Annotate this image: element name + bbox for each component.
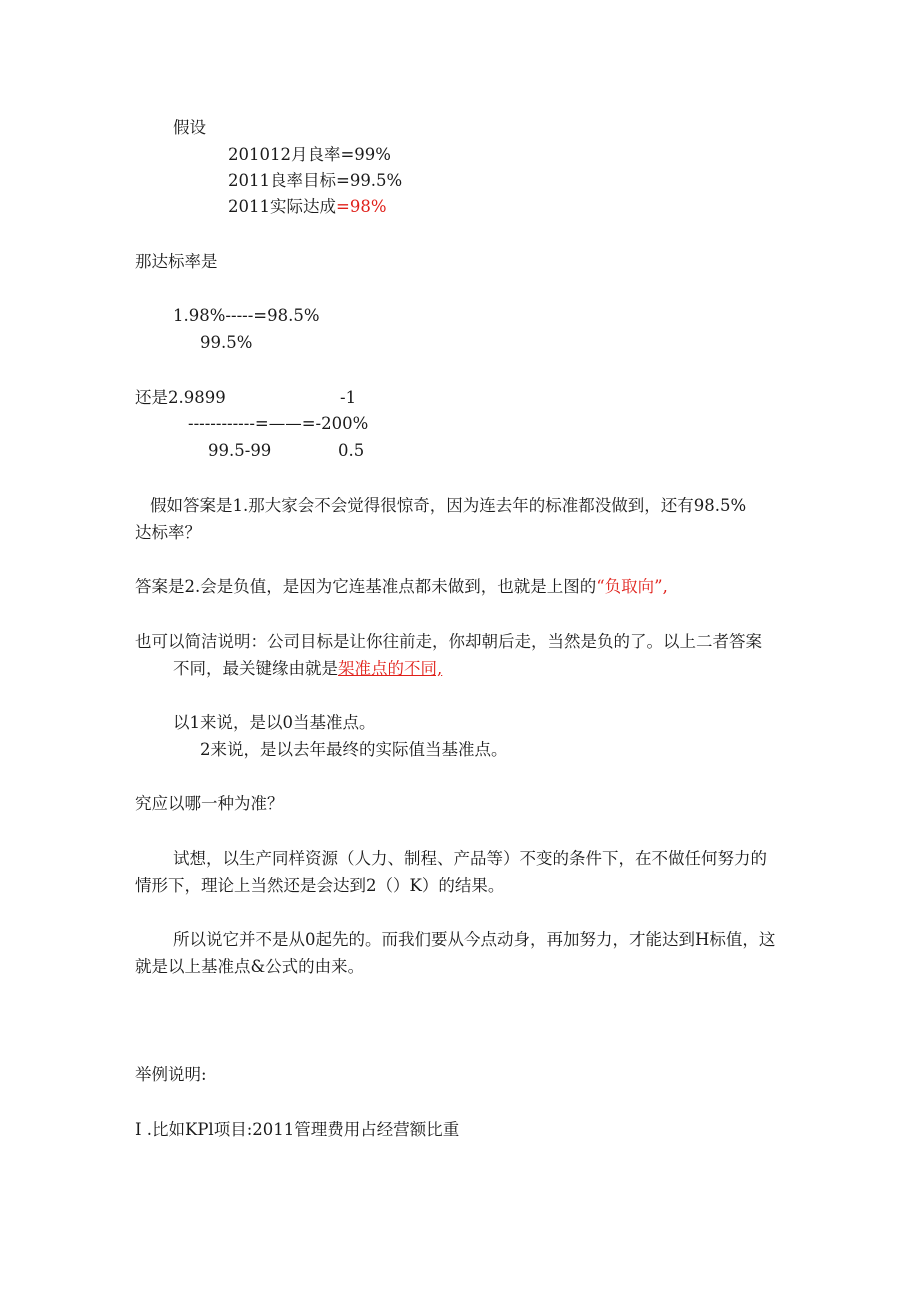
- para3-highlight: 架准点的不同,: [338, 659, 443, 678]
- para7-line-1: 所以说它并不是从0起先的。而我们要从今点动身，再加努力，才能达到H标值，这: [173, 930, 776, 949]
- option2-top-left: 还是2.9899: [135, 388, 226, 407]
- option2-top-right: -1: [340, 388, 357, 407]
- para3-line-2-prefix: 不同，最关键缘由就是: [173, 659, 338, 678]
- para2-text: 答案是2.会是负值，是因为它连基准点都未做到，也就是上图的: [135, 577, 597, 596]
- option1-denominator: 99.5%: [200, 333, 253, 352]
- example-item: I .比如KPl项目:2011管理费用占经营额比重: [135, 1120, 460, 1139]
- option2-fraction-line: ------------=——=-200%: [188, 414, 369, 433]
- assume-line-2: 2011良率目标=99.5%: [228, 171, 403, 190]
- option2-bottom-right: 0.5: [338, 441, 365, 460]
- assume-line-3-value: =98%: [336, 197, 387, 216]
- para2-highlight: “负取向”,: [596, 577, 668, 596]
- option1-numerator: 1.98%-----=98.5%: [173, 306, 320, 325]
- assume-line-1: 201012月良率=99%: [228, 145, 391, 164]
- assume-line-3-prefix: 2011实际达成: [228, 197, 336, 216]
- option2-bottom-left: 99.5-99: [208, 441, 272, 460]
- para3-line-1: 也可以简洁说明：公司目标是让你往前走，你却朝后走，当然是负的了。以上二者答案: [135, 632, 762, 651]
- para7-line-2: 就是以上基准点&公式的由来。: [135, 957, 365, 976]
- para4-line-1: 以1来说，是以0当基准点。: [173, 713, 376, 732]
- assume-line-3: [228, 197, 387, 217]
- para5-text: 究应以哪一种为准？: [135, 794, 284, 813]
- example-heading: 举例说明:: [135, 1065, 207, 1084]
- para1-line-2: 达标率？: [135, 523, 201, 542]
- para2-line: [135, 577, 668, 597]
- para1-line-1: 假如答案是1.那大家会不会觉得很惊奇，因为连去年的标准都没做到，还有98.5%: [150, 496, 747, 515]
- para6-line-1: 试想，以生产同样资源（人力、制程、产品等）不变的条件下，在不做任何努力的: [173, 849, 767, 868]
- para3-line-2: [173, 659, 442, 679]
- para4-line-2: 2来说，是以去年最终的实际值当基准点。: [200, 740, 508, 759]
- para6-line-2: 情形下，理论上当然还是会达到2（）K）的结果。: [135, 876, 505, 895]
- question-text: 那达标率是: [135, 252, 218, 271]
- assume-heading: 假设: [173, 118, 206, 137]
